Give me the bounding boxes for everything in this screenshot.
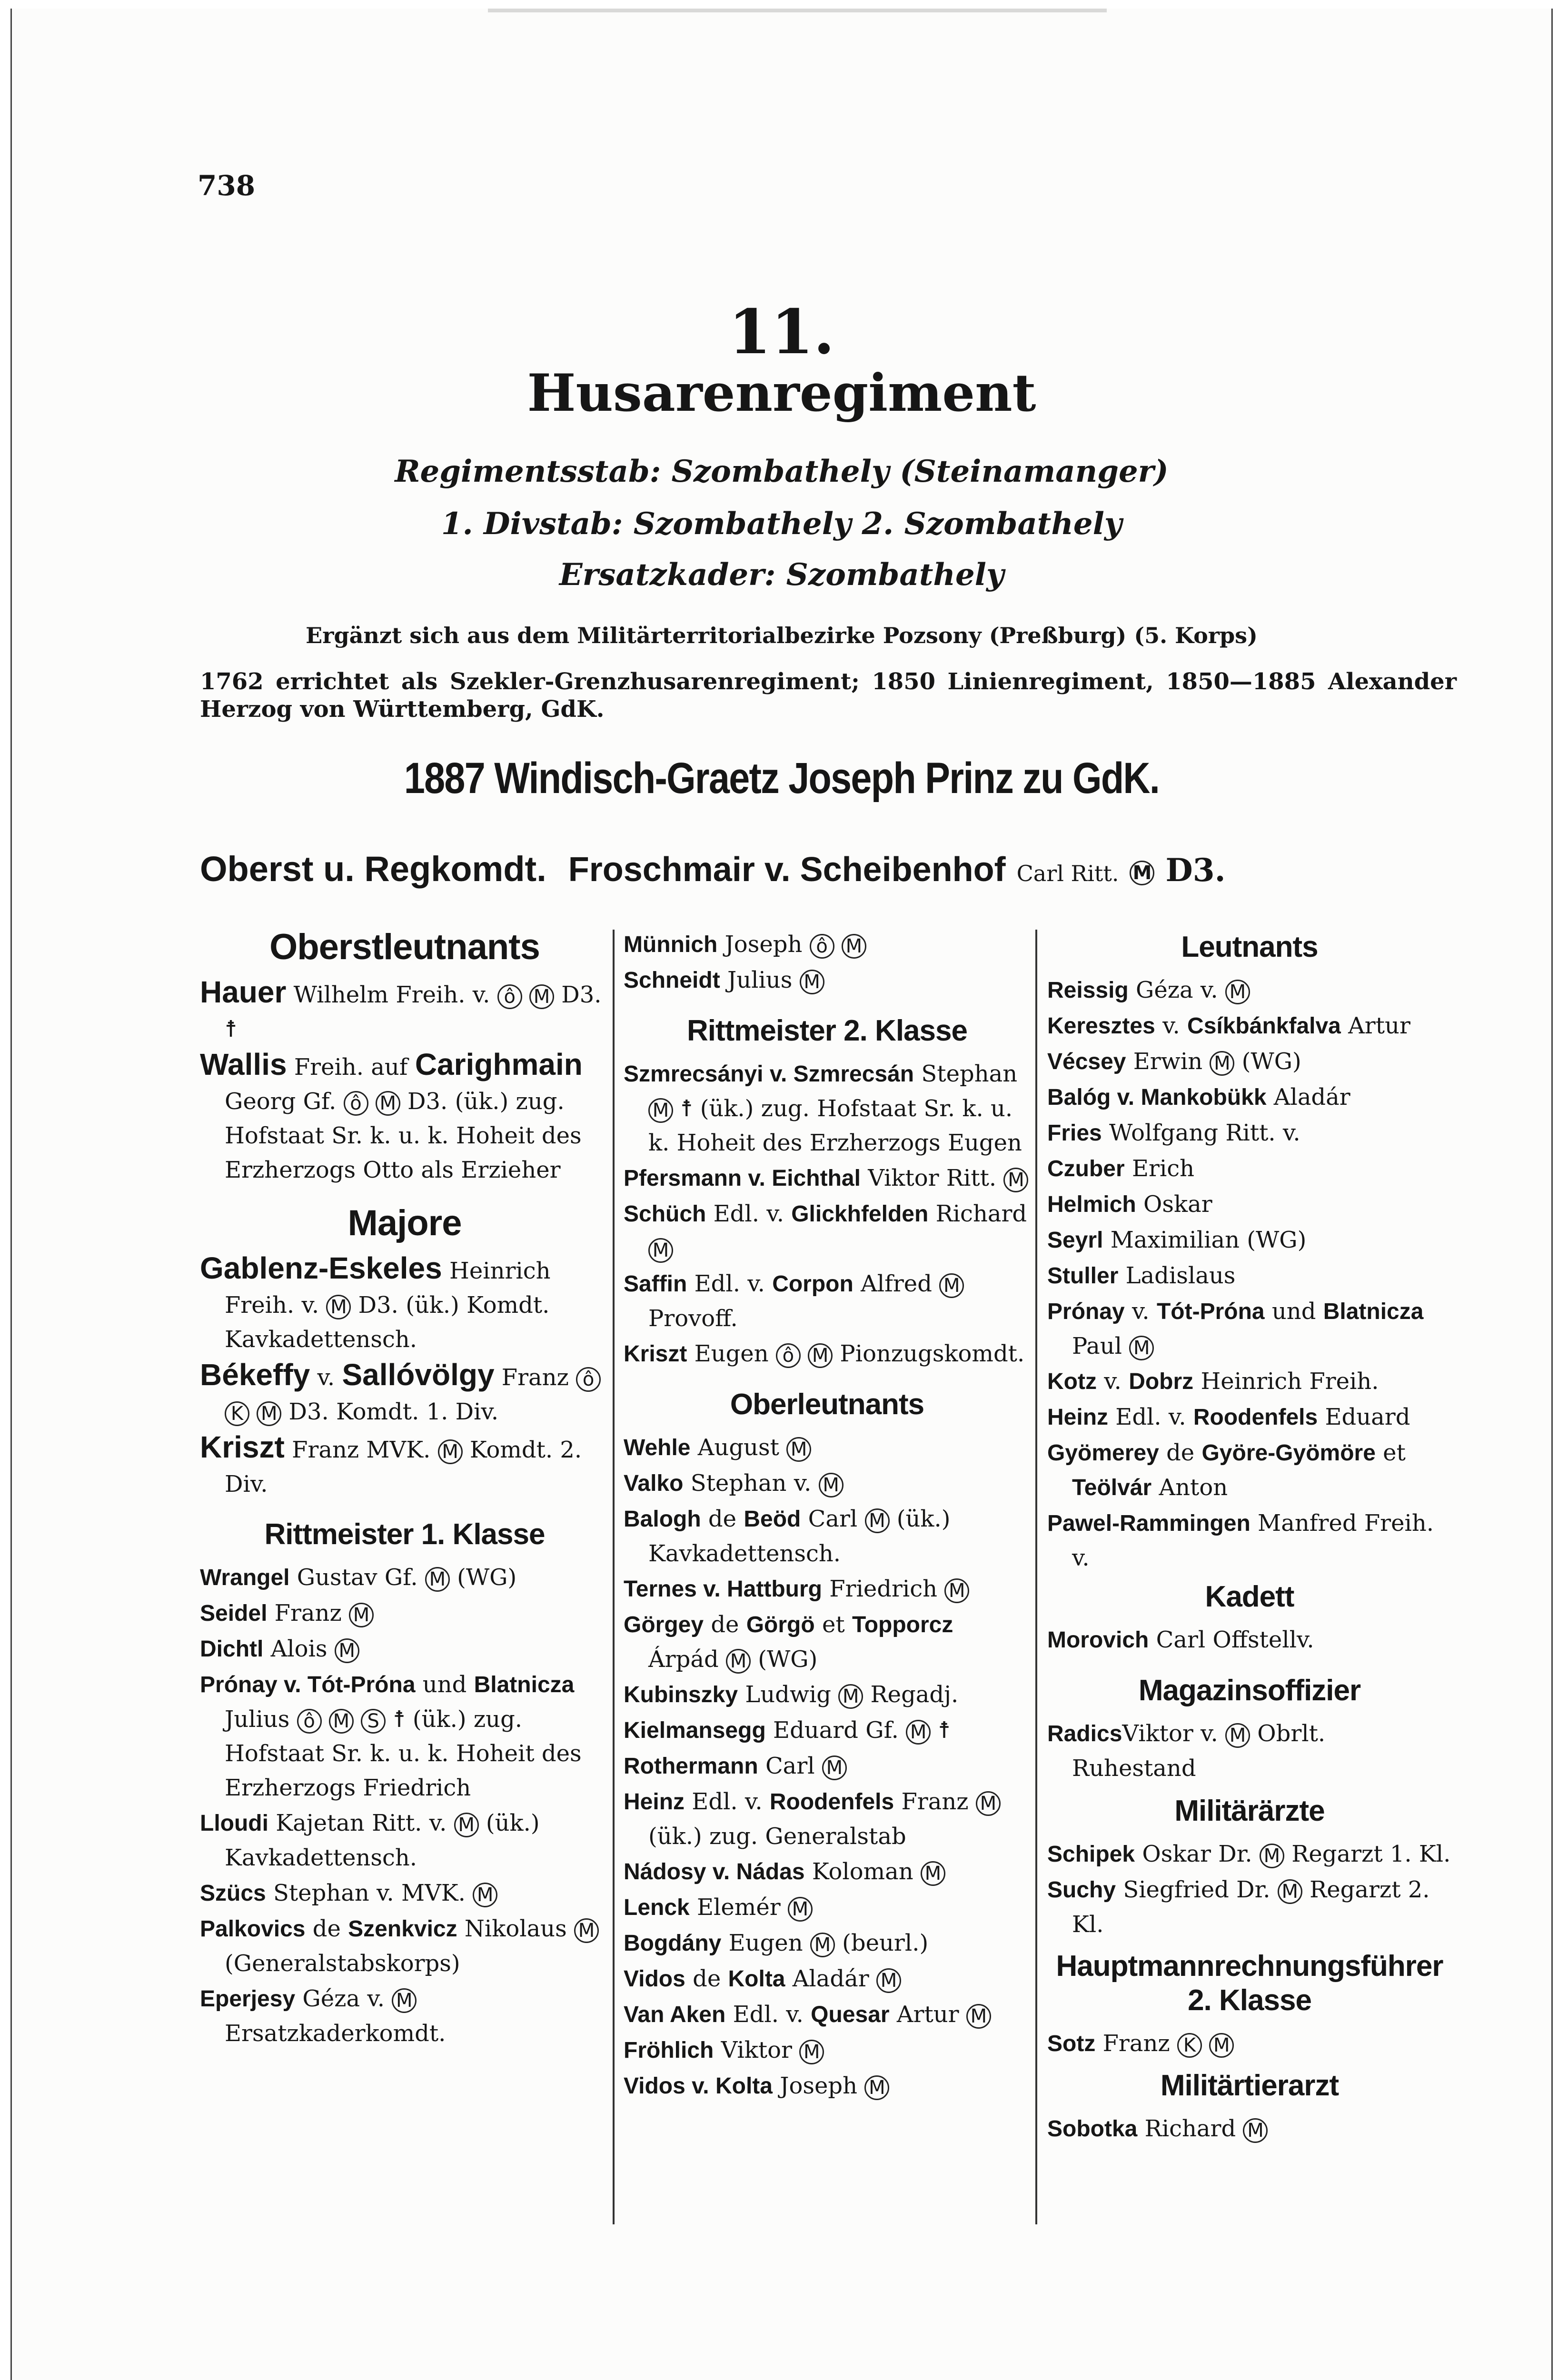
list-item: Sotz Franz K M [1047,2026,1452,2061]
list-item: Kielmansegg Eduard Gf. M ☨ [624,1717,951,1744]
cross-icon: ☨ [225,1016,238,1042]
list-item: Seidel Franz M [200,1596,609,1631]
heading-oberstleutnants: Oberstleutnants [269,927,540,967]
list-item: Heinz Edl. v. Roodenfels Eduard [1047,1404,1410,1430]
list-item: Gablenz-Eskeles Heinrich Freih. v. M D3. (ük.) Komdt. Kavkadettensch. [200,1251,551,1353]
column-divider [613,930,615,2224]
list-item: Keresztes v. Csíkbánkfalva Artur [1047,1012,1410,1039]
merit-medal-icon: M [376,1091,400,1116]
merit-medal-icon: M [726,1649,751,1674]
list-item: Balóg v. Mankobükk Aladár [1047,1084,1350,1111]
heading-majore: Majore [347,1203,462,1243]
list-item: Kotz v. Dobrz Heinrich Freih. [1047,1368,1379,1395]
document-page [10,9,1553,2380]
column-1 [200,927,609,2052]
star-icon: ô [297,1709,322,1734]
list-item: Palkovics de Szenkvicz Nikolaus M (Generalstabskorps) [200,1912,609,1981]
merit-medal-icon: M [966,2004,991,2029]
crown-medal-icon: K [225,1401,249,1426]
heading-leutnants: Leutnants [1181,931,1318,963]
merit-medal-icon: M [921,1861,945,1886]
merit-medal-icon: M [1210,1051,1234,1076]
merit-medal-icon: M [944,1578,969,1603]
star-icon: ô [497,984,522,1009]
merit-medal-icon: M [822,1755,847,1780]
page-number: 738 [198,169,256,202]
erganzung-line: Ergänzt sich aus dem Militärterritorialbezirke Pozsony (Preßburg) (5. Korps) [306,623,1258,648]
list-item: Heinz Edl. v. Roodenfels Franz M (ük.) zug. Generalstab [624,1785,1031,1854]
cross-icon: ☨ [680,1095,693,1122]
merit-medal-icon: M [799,2040,824,2064]
list-item: Kriszt Eugen ô M Pionzugskomdt. [624,1340,1025,1367]
list-item: Saffin Edl. v. Corpon Alfred M Provoff. [624,1267,1031,1336]
merit-medal-icon: M [786,1437,811,1462]
list-item: Valko Stephan v. M [624,1466,1031,1501]
list-item: Kubinszky Ludwig M Regadj. [624,1681,959,1708]
list-item: Rothermann Carl M [624,1749,1031,1784]
merit-medal-icon: M [1243,2118,1268,2143]
merit-medal-icon: M [1003,1168,1028,1192]
cross-icon: ☨ [938,1717,951,1744]
merit-medal-icon: M [838,1684,863,1709]
oberst-name: Froschmair v. Scheibenhof [568,851,1006,889]
heading-rittmeister-2: Rittmeister 2. Klasse [687,1014,967,1047]
merit-medal-icon: M [1225,1723,1250,1748]
merit-medal-icon: M [1278,1879,1302,1904]
column-divider [1035,930,1037,2224]
merit-medal-icon: M [800,970,824,994]
regimentsstab-line: Regimentsstab: Szombathely (Steinamanger) [395,454,1169,489]
merit-medal-icon: M [819,1473,844,1497]
merit-medal-icon: M [529,984,554,1009]
list-item: Pfersmann v. Eichthal Viktor Ritt. M [624,1161,1031,1196]
list-item: Fries Wolfgang Ritt. v. [1047,1120,1300,1146]
oberst-tail: D3. [1165,852,1226,889]
merit-medal-icon: M [939,1273,964,1298]
list-item: Dichtl Alois M [200,1632,609,1666]
list-item: Schneidt Julius M [624,963,1031,998]
list-item: Szücs Stephan v. MVK. M [200,1876,609,1911]
list-item: Prónay v. Tót-Próna und Blatnicza Julius ô M S ☨ (ük.) zug. Hofstaat Sr. k. u. k. Hoheit des Erzherzogs Friedrich [200,1671,582,1801]
merit-medal-icon: M [438,1439,463,1464]
list-item: Schipek Oskar Dr. M Regarzt 1. Kl. [1047,1841,1451,1867]
merit-medal-icon: M [326,1295,351,1319]
column-3 [1047,927,1452,2147]
list-item: Reissig Géza v. M [1047,973,1452,1008]
list-item: Seyrl Maximilian (WG) [1047,1227,1307,1253]
list-item: Schüch Edl. v. Glickhfelden Richard M [624,1197,1031,1266]
list-item: Wallis Freih. auf Carighmain Georg Gf. ô M D3. (ük.) zug. Hofstaat Sr. k. u. k. Hoheit des Erzherzogs Otto als Erzieher [200,1047,583,1183]
list-item: Lloudi Kajetan Ritt. v. M (ük.) Kavkadettensch. [200,1810,540,1871]
list-item: Morovich Carl Offstellv. [1047,1626,1314,1653]
list-item: Görgey de Görgö et Topporcz Árpád M (WG) [624,1611,953,1673]
merit-medal-icon: M [906,1720,931,1745]
merit-medal-icon: M [1129,1336,1154,1360]
heading-militaeraerzte: Militärärzte [1174,1795,1325,1827]
merit-medal-icon: M [788,1897,813,1922]
merit-medal-icon: M [810,1933,835,1957]
crown-medal-icon: K [1177,2033,1202,2058]
merit-medal-icon: M [425,1567,450,1592]
merit-medal-icon: M [574,1918,599,1943]
list-item: Vidos v. Kolta Joseph M [624,2069,1031,2103]
merit-medal-icon: M [876,1968,901,1993]
merit-medal-icon: M [1260,1844,1284,1868]
heading-magazinsoffizier: Magazinsoffizier [1138,1674,1361,1707]
column-2 [624,927,1031,2104]
merit-medal-icon: M [454,1813,479,1837]
star-icon: ô [344,1091,368,1116]
list-item: Münnich Joseph ô M [624,927,1031,962]
oberst-rank: Oberst u. Regkomdt. [200,849,546,889]
merit-medal-icon: M [257,1401,281,1426]
star-icon: ô [776,1343,801,1368]
list-item: RadicsViktor v. M Obrlt. Ruhestand [1047,1720,1326,1782]
list-item: Vécsey Erwin M (WG) [1047,1048,1301,1075]
regiment-inhaber: 1887 Windisch-Graetz Joseph Prinz zu GdK. [404,754,1160,803]
merit-medal-icon: M [392,1988,417,2013]
oberst-line [200,849,1226,889]
list-item: Gyömerey de Györe-Gyömöre et Teölvár Anton [1047,1439,1406,1501]
list-item: Pawel-Rammingen Manfred Freih. v. [1047,1510,1434,1571]
scan-artifact [488,9,1107,12]
merit-medal-icon: M [349,1603,374,1627]
merit-medal-icon: M [648,1238,673,1263]
list-item: Bogdány Eugen M (beurl.) [624,1930,929,1956]
list-item: Prónay v. Tót-Próna und Blatnicza Paul M [1047,1298,1424,1359]
list-item: Balogh de Beöd Carl M (ük.) Kavkadettensch. [624,1506,951,1567]
list-item: Békeffy v. Sallóvölgy Franz ô K M D3. Komdt. 1. Div. [200,1358,609,1429]
merit-medal-icon: M [648,1098,673,1123]
list-item: Wrangel Gustav Gf. M (WG) [200,1564,517,1591]
list-item: Vidos de Kolta Aladár M [624,1962,1031,1996]
cross-icon: ☨ [393,1706,406,1733]
merit-medal-icon: M [865,1508,890,1533]
merit-medal-icon: M [1130,861,1154,885]
list-item: Ternes v. Hattburg Friedrich M [624,1572,1031,1606]
regiment-number: 11. [728,297,835,368]
merit-medal-icon: M [976,1791,1001,1816]
list-item: Hauer Wilhelm Freih. v. ô M D3. ☨ [200,975,602,1042]
heading-oberleutnants: Oberleutnants [730,1388,924,1421]
regiment-title: Husarenregiment [527,363,1036,423]
list-item: Fröhlich Viktor M [624,2033,1031,2068]
star-icon: ô [576,1367,601,1392]
heading-tierarzt: Militärtierarzt [1160,2069,1339,2102]
merit-medal-icon: M [1225,980,1250,1004]
list-item: Helmich Oskar [1047,1191,1212,1218]
history-text: 1762 errichtet als Szekler-Grenzhusarenregiment; 1850 Linienregiment, 1850—1885 Alexander Herzog von Württemberg, GdK. [200,668,1457,723]
merit-medal-icon: M [864,2075,889,2100]
list-item: Nádosy v. Nádas Koloman M [624,1854,1031,1889]
list-item: Wehle August M [624,1430,1031,1465]
divstab-line: 1. Divstab: Szombathely 2. Szombathely [441,506,1122,542]
s-medal-icon: S [361,1709,386,1734]
list-item: Kriszt Franz MVK. M Komdt. 2. Div. [200,1430,582,1497]
merit-medal-icon: M [473,1883,497,1907]
star-icon: ô [810,934,834,959]
list-item: Czuber Erich [1047,1155,1195,1182]
list-item: Stuller Ladislaus [1047,1262,1236,1289]
merit-medal-icon: M [1209,2033,1234,2058]
list-item: Van Aken Edl. v. Quesar Artur M [624,1997,1031,2032]
heading-rittmeister-1: Rittmeister 1. Klasse [264,1518,545,1551]
merit-medal-icon: M [329,1709,354,1734]
list-item: Eperjesy Géza v. M Ersatzkaderkomdt. [200,1985,446,2047]
merit-medal-icon: M [842,934,866,959]
heading-kadett: Kadett [1205,1580,1294,1613]
merit-medal-icon: M [335,1638,359,1663]
ersatzkader-line: Ersatzkader: Szombathely [559,557,1004,593]
list-item: Suchy Siegfried Dr. M Regarzt 2. Kl. [1047,1876,1430,1938]
merit-medal-icon: M [808,1343,833,1368]
list-item: Szmrecsányi v. Szmrecsán Stephan M ☨ (ük.) zug. Hofstaat Sr. k. u. k. Hoheit des Erzherzogs Eugen [624,1061,1022,1156]
heading-rechnungsfuehrer: Hauptmannrechnungsführer 2. Klasse [1056,1950,1443,2017]
oberst-rest: Carl Ritt. [1016,861,1119,886]
list-item: Lenck Elemér M [624,1890,1031,1925]
list-item: Sobotka Richard M [1047,2112,1452,2146]
